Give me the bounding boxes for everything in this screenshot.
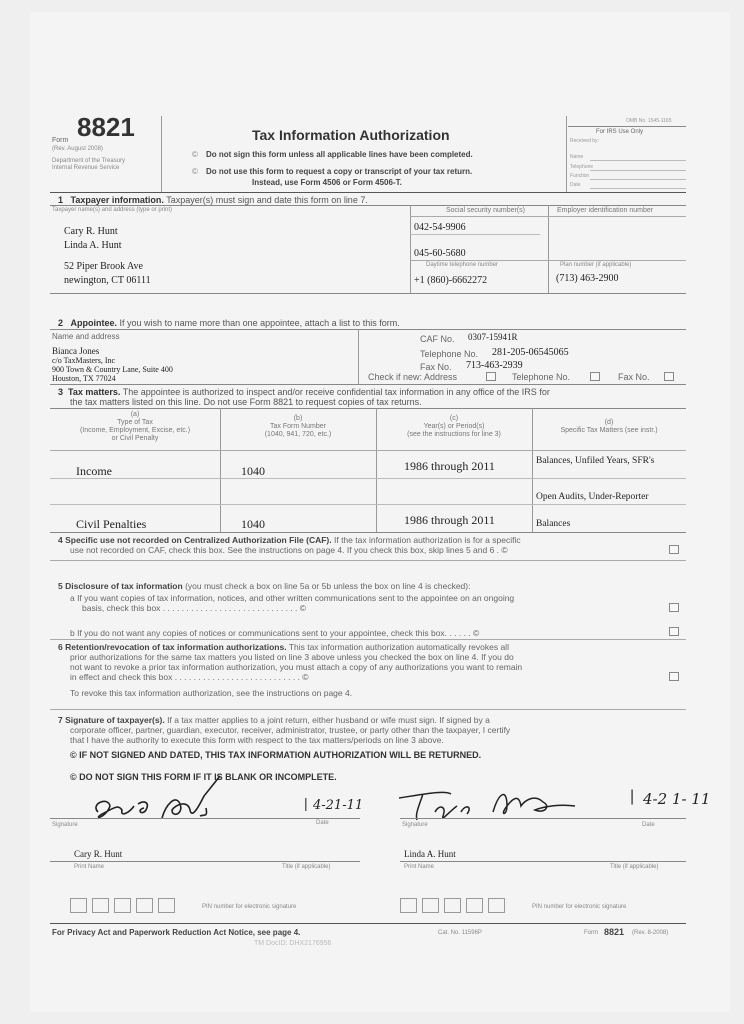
- dept-line1: Department of the Treasury: [52, 158, 126, 164]
- ssn-label: Social security number(s): [446, 207, 525, 214]
- section-6-line2: prior authorizations for the same tax matters you listed on line 3 above unless you checked the box on line 4. If you do: [70, 652, 514, 662]
- pin-box-3[interactable]: [114, 898, 131, 913]
- plan-number: (713) 463-2900: [556, 273, 619, 284]
- pin-box-10[interactable]: [488, 898, 505, 913]
- received-by: Received by:: [570, 138, 599, 144]
- section-4-line2: use not recorded on CAF, check this box. See the instructions on page 4. If you check this box, skip lines 5 and 6 . ©: [70, 545, 508, 555]
- pin-box-7[interactable]: [422, 898, 439, 913]
- cat-number: Cat. No. 11596P: [438, 930, 482, 936]
- bullet-icon: ©: [192, 150, 198, 159]
- appointee-name: Bianca Jones: [52, 346, 100, 356]
- col-b-header: (b) Tax Form Number (1040, 941, 720, etc.): [264, 415, 332, 438]
- note-instead: Instead, use Form 4506 or Form 4506-T.: [252, 178, 402, 187]
- section-5-heading: 5 Disclosure of tax information (you must check a box on line 5a or 5b unless the box on line 4 is checked):: [58, 581, 471, 591]
- taxpayer-name-1: Cary R. Hunt: [64, 226, 118, 237]
- section-3-desc: the tax matters listed on this line. Do not use Form 8821 to request copies of tax returns.: [70, 397, 422, 407]
- row1-matters: Balances, Unfiled Years, SFR's: [536, 456, 655, 466]
- irs-name: Name: [570, 154, 584, 160]
- ein-label: Employer identification number: [557, 207, 654, 214]
- col-d-header: (d) Specific Tax Matters (see instr.): [560, 419, 658, 434]
- row1-form: 1040: [241, 464, 265, 478]
- section-6-line4: in effect and check this box . . . . . . . . . . . . . . . . . . . . . . . . . . . ©: [70, 672, 309, 682]
- footer-form-word: Form: [584, 930, 598, 936]
- section-7-line2: corporate officer, partner, guardian, executor, receiver, administrator, trustee, or party other than the taxpayer, I certify: [70, 725, 511, 735]
- appointee-fax-label: Fax No.: [420, 362, 452, 372]
- appointee-address: 900 Town & Country Lane, Suite 400: [52, 365, 173, 374]
- col-c-header: (c) Year(s) or Period(s) (see the instructions for line 3): [407, 415, 501, 438]
- check-new-address-label: Check if new: Address: [368, 372, 458, 382]
- appointee-name-label: Name and address: [52, 332, 120, 341]
- phone-label: Daytime telephone number: [426, 262, 499, 268]
- date-label-2: Date: [642, 822, 655, 828]
- section-7-line1: 7 Signature of taxpayer(s). If a tax matter applies to a joint return, either husband or wife must sign. If signed by a: [58, 715, 490, 725]
- row1-years: 1986 through 2011: [404, 459, 495, 473]
- warning-blank: © DO NOT SIGN THIS FORM IF IT IS BLANK OR INCOMPLETE.: [70, 772, 337, 782]
- checkbox-6-retain[interactable]: [669, 672, 679, 681]
- pin-box-4[interactable]: [136, 898, 153, 913]
- sign-date-1: 4-21-11: [313, 798, 364, 813]
- print-name-label-1: Print Name: [74, 864, 105, 870]
- pin-label-1: PIN number for electronic signature: [202, 904, 297, 910]
- title-label-1: Title (if applicable): [282, 864, 331, 870]
- row3-years: 1986 through 2011: [404, 513, 495, 527]
- pin-box-6[interactable]: [400, 898, 417, 913]
- ssn-1: 042-54-9906: [414, 222, 466, 233]
- section-5a-line1: a If you want copies of tax information, notices, and other written communications sent to the appointee on an ongoing: [70, 593, 515, 603]
- appointee-tel-label: Telephone No.: [420, 349, 479, 359]
- section-5b-line: b If you do not want any copies of notices or communications sent to your appointee, check this box. . . . . . ©: [70, 628, 480, 638]
- caf-specific-use-checkbox[interactable]: [669, 545, 679, 554]
- taxpayer-name-2: Linda A. Hunt: [64, 240, 122, 251]
- irs-telephone: Telephone: [570, 164, 594, 170]
- privacy-notice: For Privacy Act and Paperwork Reduction Act Notice, see page 4.: [52, 928, 301, 937]
- appointee-telephone: 281-205-06545065: [492, 347, 569, 358]
- check-new-tel-label: Telephone No.: [512, 372, 571, 382]
- new-address-checkbox[interactable]: [486, 372, 496, 381]
- appointee-company: c/o TaxMasters, Inc: [52, 356, 116, 365]
- signature-label-2: Signature: [402, 822, 428, 828]
- section-2-heading: 2 Appointee. If you wish to name more than one appointee, attach a list to this form.: [58, 318, 400, 328]
- row2-matters: Open Audits, Under-Reporter: [536, 492, 649, 502]
- pin-label-2: PIN number for electronic signature: [532, 904, 627, 910]
- signature-label-1: Signature: [52, 822, 78, 828]
- taxpayer-address-2: newington, CT 06111: [64, 275, 151, 286]
- section-6-line1: 6 Retention/revocation of tax information authorizations. This tax information authorization automatically revokes all: [58, 642, 509, 652]
- form-number: 8821: [77, 112, 135, 142]
- caf-number: 0307-15941R: [468, 332, 518, 342]
- taxpayer-1-signature: [80, 774, 230, 834]
- dept-line2: Internal Revenue Service: [52, 165, 120, 171]
- appointee-fax: 713-463-2939: [466, 360, 523, 371]
- note-do-not-use: Do not use this form to request a copy or transcript of your tax return.: [206, 167, 473, 176]
- print-name-label-2: Print Name: [404, 864, 435, 870]
- footer-form-number: 8821: [604, 927, 625, 937]
- form-page: [30, 12, 730, 1012]
- pin-box-5[interactable]: [158, 898, 175, 913]
- irs-function: Function: [570, 173, 590, 179]
- sig-divider-2: |: [630, 788, 635, 805]
- taxpayer-name-label: Taxpayer name(s) and address (type or print): [52, 207, 173, 213]
- form-title: Tax Information Authorization: [252, 127, 450, 143]
- pin-box-2[interactable]: [92, 898, 109, 913]
- section-6-line5: To revoke this tax information authorization, see the instructions on page 4.: [70, 688, 353, 698]
- taxpayer-address-1: 52 Piper Brook Ave: [64, 261, 143, 272]
- pin-box-9[interactable]: [466, 898, 483, 913]
- caf-label: CAF No.: [420, 334, 455, 344]
- taxpayer-phone: +1 (860)-6662272: [414, 275, 488, 286]
- checkbox-5a[interactable]: [669, 603, 679, 612]
- warning-not-signed: © IF NOT SIGNED AND DATED, THIS TAX INFORMATION AUTHORIZATION WILL BE RETURNED.: [70, 750, 482, 760]
- section-4-line1: 4 Specific use not recorded on Centralized Authorization File (CAF). If the tax information authorization is for a specific: [58, 535, 521, 545]
- col-a-header: (a) Type of Tax (Income, Employment, Excise, etc.) or Civil Penalty: [79, 411, 191, 442]
- note-do-not-sign: Do not sign this form unless all applicable lines have been completed.: [206, 150, 473, 159]
- section-5a-line2: basis, check this box . . . . . . . . . . . . . . . . . . . . . . . . . . . . . ©: [82, 603, 307, 613]
- form-word: Form: [52, 137, 69, 144]
- section-6-line3: not want to revoke a prior tax information authorization, you must attach a copy of any authorizations you want to remain: [70, 662, 523, 672]
- bullet-icon: ©: [192, 167, 198, 176]
- date-label-1: Date: [316, 820, 329, 826]
- pin-box-8[interactable]: [444, 898, 461, 913]
- row1-type: Income: [76, 464, 112, 478]
- title-label-2: Title (if applicable): [610, 864, 659, 870]
- new-fax-checkbox[interactable]: [664, 372, 674, 381]
- row3-matters: Balances: [536, 519, 571, 529]
- check-new-fax-label: Fax No.: [618, 372, 650, 382]
- section-7-line3: that I have the authority to execute this form with respect to the tax matters/periods on line 3 above.: [70, 735, 444, 745]
- irs-use-only: For IRS Use Only: [596, 129, 644, 135]
- footer-rev: (Rev. 8-2008): [632, 930, 669, 936]
- irs-date: Date: [570, 182, 581, 188]
- checkbox-5b[interactable]: [669, 627, 679, 636]
- section-3-heading: 3 Tax matters. The appointee is authorized to inspect and/or receive confidential tax information in any office of the IRS for: [58, 387, 550, 397]
- appointee-city: Houston, TX 77024: [52, 374, 116, 383]
- sign-date-2: 4-2 1- 11: [643, 790, 711, 808]
- row3-form: 1040: [241, 517, 265, 531]
- rev-date: (Rev. August 2008): [52, 146, 103, 152]
- new-telephone-checkbox[interactable]: [590, 372, 600, 381]
- doc-id: TM DocID: DHX2176956: [254, 940, 332, 947]
- sig-divider-1: |: [304, 795, 308, 811]
- row3-type: Civil Penalties: [76, 517, 147, 531]
- section-1-heading: 1 Taxpayer information. Taxpayer(s) must sign and date this form on line 7.: [58, 195, 368, 205]
- omb-number: OMB No. 1545-1165: [626, 118, 672, 124]
- ssn-2: 045-60-5680: [414, 248, 466, 259]
- print-name-1: Cary R. Hunt: [74, 849, 123, 859]
- print-name-2: Linda A. Hunt: [404, 849, 456, 859]
- pin-box-1[interactable]: [70, 898, 87, 913]
- plan-label: Plan number (if applicable): [560, 262, 632, 268]
